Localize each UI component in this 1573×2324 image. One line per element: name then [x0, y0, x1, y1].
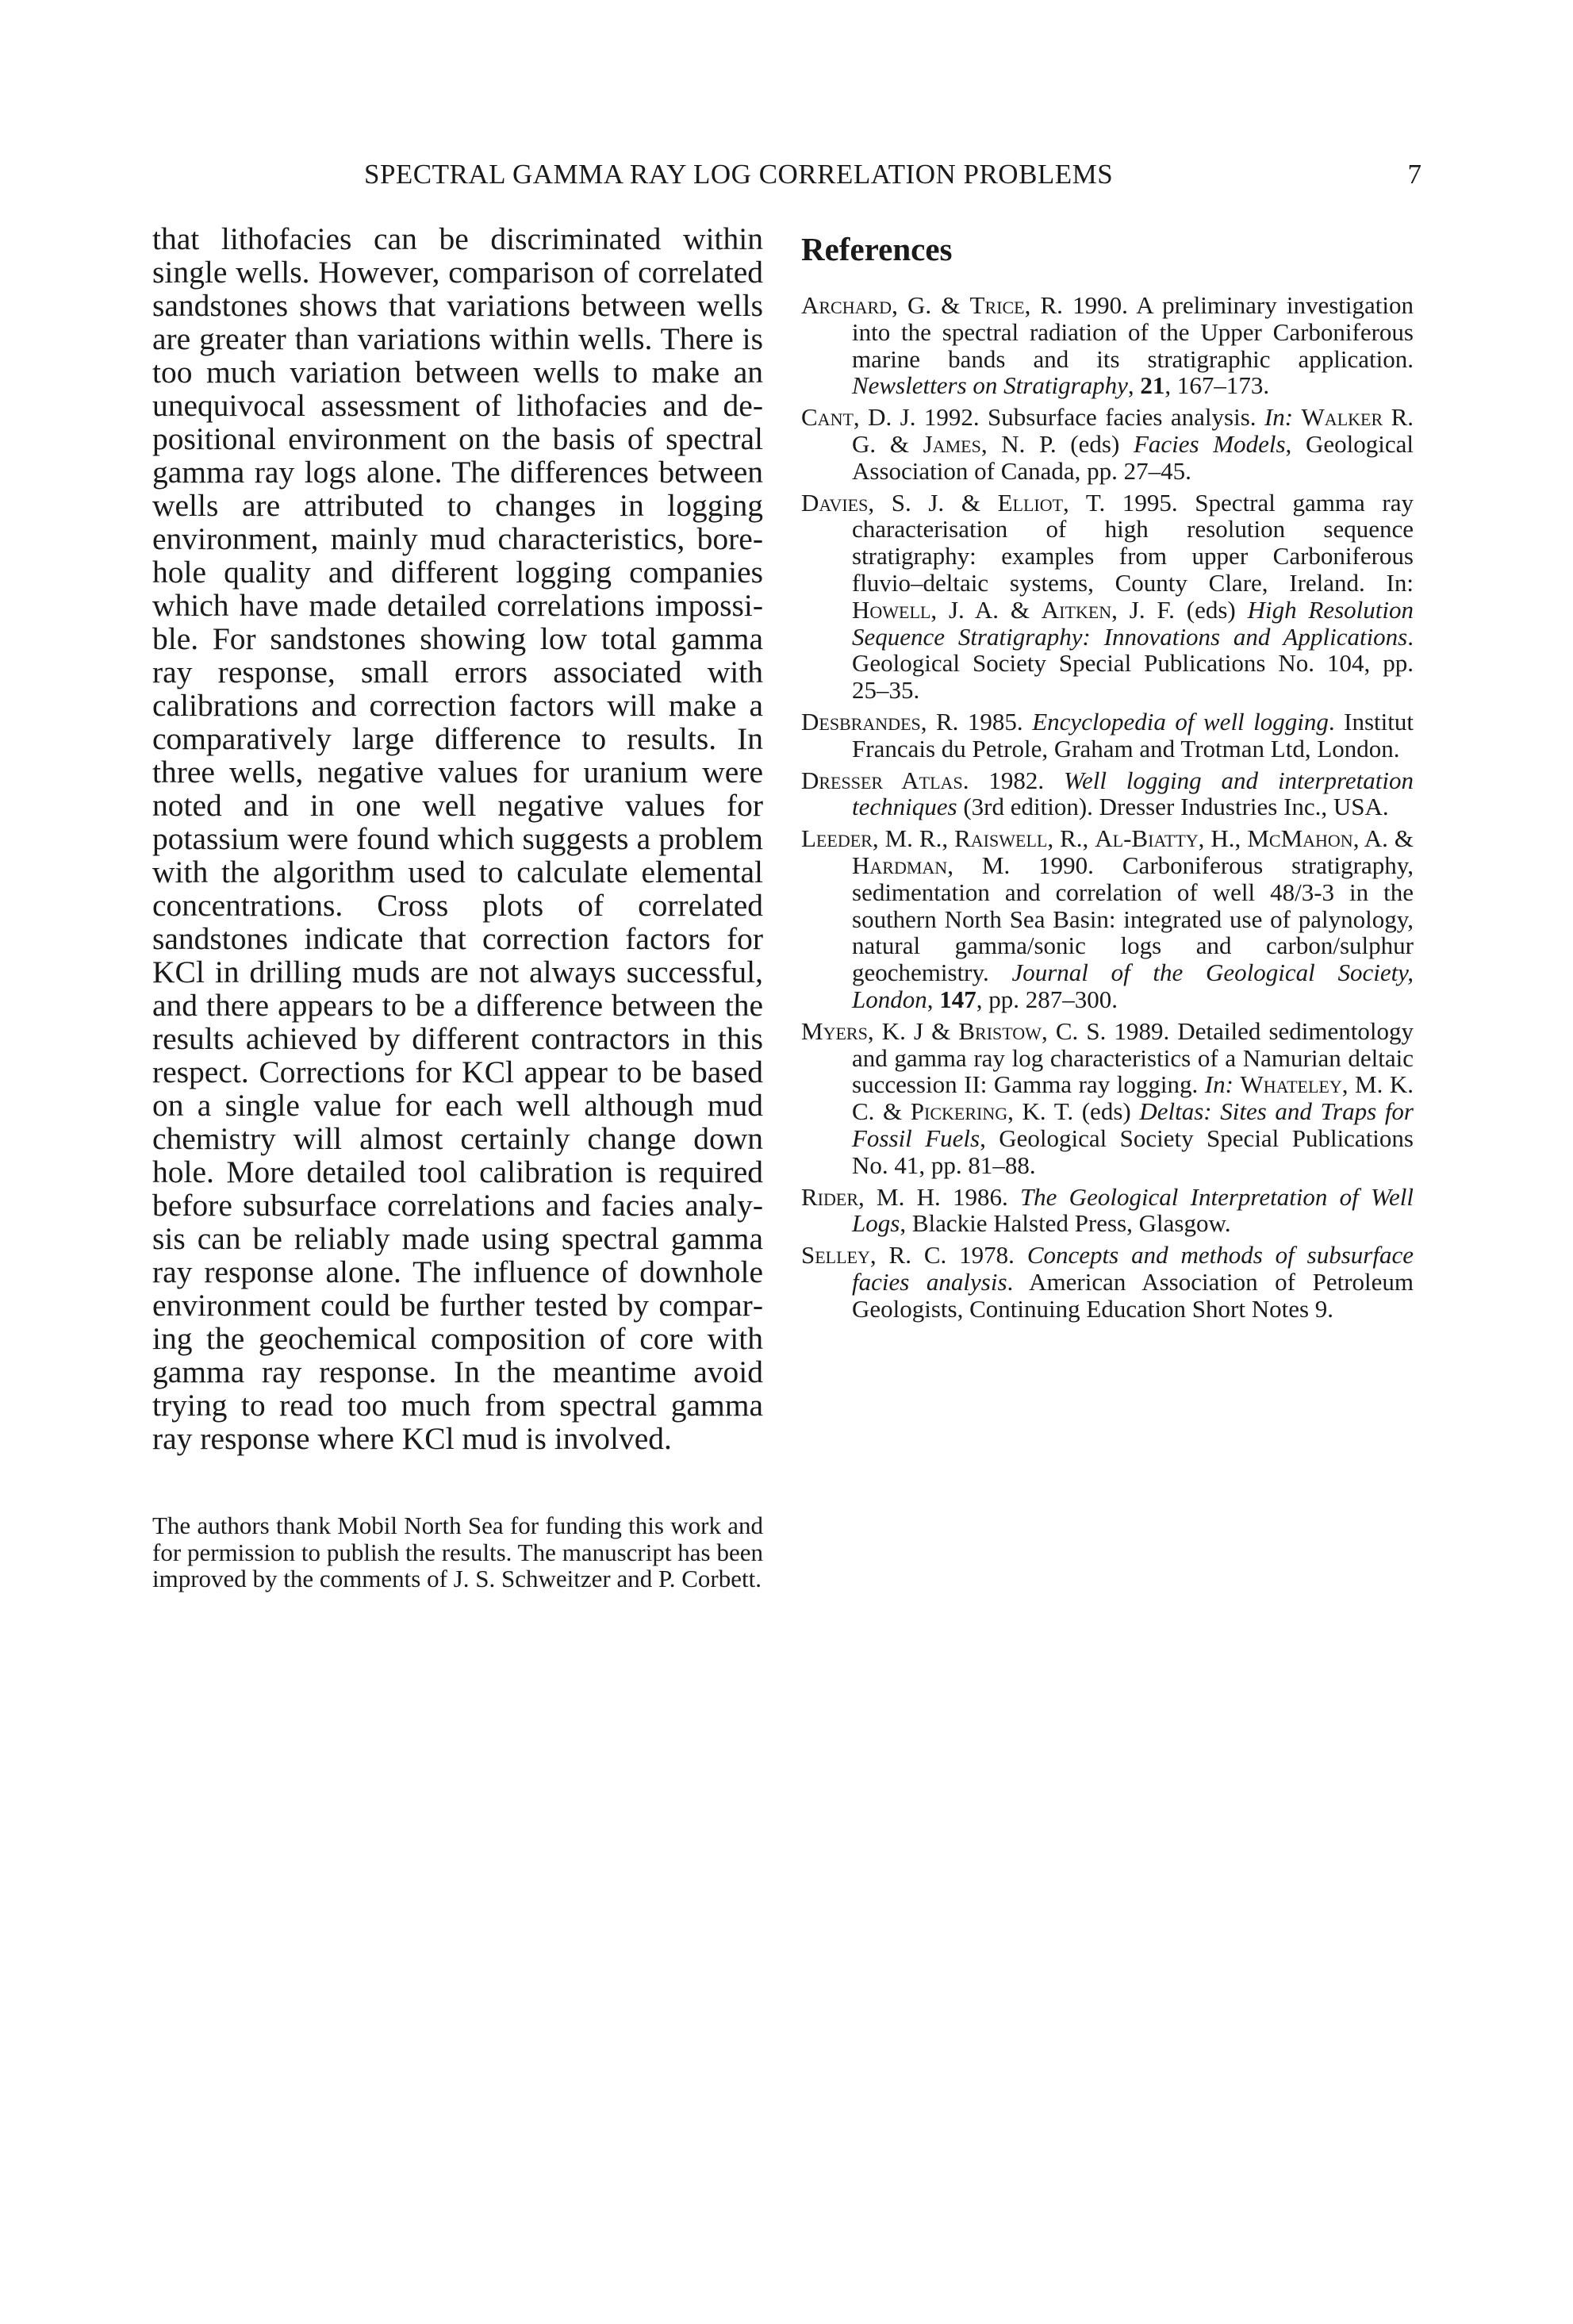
running-head [152, 159, 1421, 198]
right-column [801, 230, 1414, 1327]
reference-davies-1995: Davies, S. J. & Elliot, T. 1995. Spectral gamma ray characterisation of high resolution sequence stratigraphy: examples from upper Carboniferous fluvio–deltaic systems, County Clare, Ireland. In: Howell, J. A. & Aitken, J. F. (eds) High Resolution Sequence Stratigraphy: Innovations and Applications. Geological Society Special Publications No. 104, pp. 25–35. [801, 488, 1414, 705]
reference-archard-1990: Archard, G. & Trice, R. 1990. A preliminary investigation into the spectral radiation of the Upper Carboniferous marine bands and its stratigraphic application. Newsletters on Stratigraphy, 21, 167–173. [801, 291, 1414, 400]
reference-cant-1992: Cant, D. J. 1992. Subsurface facies analysis. In: Walker R. G. & James, N. P. (eds) Facies Models, Geological Association of Canada, pp. 27–45. [801, 403, 1414, 485]
reference-leeder-1990: Leeder, M. R., Raiswell, R., Al-Biatty, H., McMahon, A. & Hardman, M. 1990. Carboniferous stratigraphy, sedimentation and correlation of well 48/3-3 in the southern North Sea Basin: integrated use of palynology, natural gamma/sonic logs and carbon/sulphur geochemistry. Journal of the Geological Society, London, 147, pp. 287–300. [801, 824, 1414, 1013]
body-paragraph: that lithofacies can be discriminated within single wells. However, comparison of correlated sandstones shows that variations between wells are greater than variations within wells. There is too much variation between wells to make an unequivocal assessment of lithofacies and depositional environment on the basis of spectral gamma ray logs alone. The differences between wells are attributed to changes in logging environment, mainly mud characteristics, borehole quality and different logging companies which have made detailed correlations impossible. For sandstones showing low total gamma ray response, small errors associated with calibrations and correction factors will make a comparatively large difference to results. In three wells, negative values for uranium were noted and in one well negative values for potassium were found which suggests a problem with the algorithm used to calculate elemental concentrations. Cross plots of correlated sandstones indicate that correction factors for KCl in drilling muds are not always successful, and there appears to be a difference between the results achieved by different contractors in this respect. Corrections for KCl appear to be based on a single value for each well although mud chemistry will almost certainly change down hole. More detailed tool calibration is required before subsurface correlations and facies analysis can be reliably made using spectral gamma ray response alone. The influence of downhole environment could be further tested by comparing the geochemical composition of core with gamma ray response. In the meantime avoid trying to read too much from spectral gamma ray response where KCl mud is involved. [152, 221, 763, 1456]
reference-myers-1989: Myers, K. J & Bristow, C. S. 1989. Detailed sedimentology and gamma ray log characteristics of a Namurian deltaic succession II: Gamma ray logging. In: Whateley, M. K. C. & Pickering, K. T. (eds) Deltas: Sites and Traps for Fossil Fuels, Geological Society Special Publications No. 41, pp. 81–88. [801, 1016, 1414, 1179]
references-heading: References [801, 231, 953, 267]
reference-selley-1978: Selley, R. C. 1978. Concepts and methods of subsurface facies analysis. American Association of Petroleum Geologists, Continuing Education Short Notes 9. [801, 1241, 1414, 1323]
reference-rider-1986: Rider, M. H. 1986. The Geological Interpretation of Well Logs, Blackie Halsted Press, Glasgow. [801, 1182, 1414, 1238]
reference-list [801, 292, 1414, 1322]
running-title: SPECTRAL GAMMA RAY LOG CORRELATION PROBLEMS [364, 159, 1114, 190]
acknowledgement: The authors thank Mobil North Sea for funding this work and for permission to publish the results. The manuscript has been improved by the comments of J. S. Schweitzer and P. Corbett. [152, 1512, 763, 1592]
reference-desbrandes-1985: Desbrandes, R. 1985. Encyclopedia of well logging. Institut Francais du Petrole, Graham and Trotman Ltd, London. [801, 707, 1414, 763]
page-number: 7 [1407, 159, 1421, 190]
reference-dresser-atlas-1982: Dresser Atlas. 1982. Well logging and interpretation techniques (3rd edition). Dresser Industries Inc., USA. [801, 766, 1414, 821]
left-column [152, 222, 763, 1592]
